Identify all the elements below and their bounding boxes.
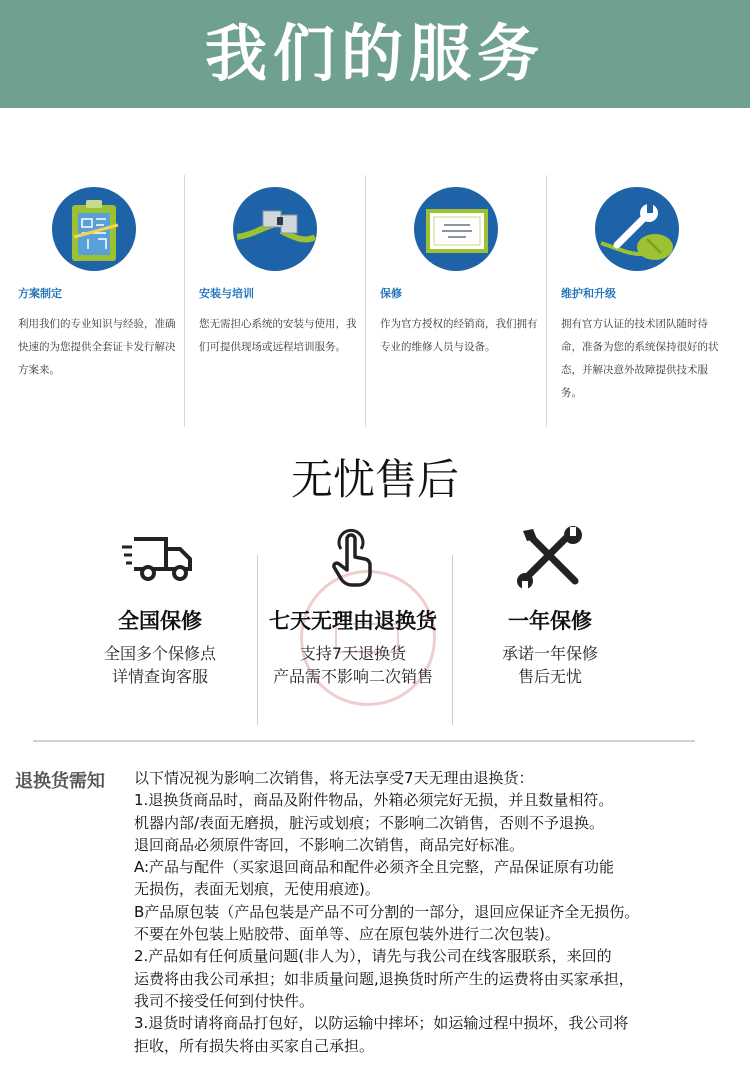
feature-one-year-warranty xyxy=(450,525,650,725)
notice-line: 机器内部/表面无磨损，脏污或划痕；不影响二次销售，否则不予退换。 xyxy=(134,813,605,832)
feature-line: 售后无忧 xyxy=(517,667,582,686)
feature-title: 七天无理由退换货 xyxy=(269,609,437,633)
banner-title: 我们的服务 xyxy=(204,17,545,90)
delivery-truck-icon xyxy=(120,525,200,585)
feature-line: 支持7天退换货 xyxy=(299,644,407,663)
feature-line: 承诺一年保修 xyxy=(501,644,598,663)
feature-line: 详情查询客服 xyxy=(111,667,208,686)
touch-hand-icon xyxy=(323,525,383,589)
divider xyxy=(365,175,366,427)
notice-line: 运费将由我公司承担；如非质量问题,退换货时所产生的运费将由买家承担， xyxy=(134,969,634,988)
service-desc: 您无需担心系统的安装与使用，我们可提供现场或远程培训服务。 xyxy=(199,318,357,353)
notice-line: B产品原包装（产品包装是产品不可分割的一部分，退回应保证齐全无损伤。 xyxy=(134,902,640,921)
cable-plug-icon xyxy=(233,187,317,271)
divider xyxy=(184,175,185,427)
tools-cross-icon xyxy=(515,525,585,595)
notice-line: A:产品与配件（买家退回商品和配件必须齐全且完整，产品保证原有功能 xyxy=(134,858,615,877)
service-item-plan xyxy=(18,175,183,427)
feature-line: 全国多个保修点 xyxy=(103,644,216,663)
feature-line: 产品需不影响二次销售 xyxy=(272,667,433,686)
certificate-icon xyxy=(414,187,498,271)
service-desc: 拥有官方认证的技术团队随时待命，准备为您的系统保持很好的状态，并解决意外故障提供技术服务。 xyxy=(561,318,719,399)
notice-line: 我司不接受任何到付快件。 xyxy=(134,991,315,1010)
notice-line: 1.退换货商品时，商品及附件物品，外箱必须完好无损，并且数量相符。 xyxy=(134,791,614,810)
divider xyxy=(546,175,547,427)
section-divider xyxy=(33,740,695,742)
notice-label: 退换货需知 xyxy=(15,771,105,792)
wrench-mouse-icon xyxy=(595,187,679,271)
notice-line: 不要在外包装上贴胶带、面单等、应在原包装外进行二次包装)。 xyxy=(134,925,560,944)
notice-line: 拒收，所有损失将由买家自己承担。 xyxy=(134,1036,375,1055)
header-banner xyxy=(0,0,750,108)
feature-title: 一年保修 xyxy=(508,609,592,633)
service-desc: 作为官方授权的经销商，我们拥有专业的维修人员与设备。 xyxy=(380,318,538,353)
notice-line: 退回商品必须原件寄回，不影响二次销售，商品完好标准。 xyxy=(134,835,525,854)
service-title: 维护和升级 xyxy=(561,287,616,300)
feature-title: 全国保修 xyxy=(118,609,202,633)
notice-line: 3.退货时请将商品打包好，以防运输中摔坏；如运输过程中损坏，我公司将 xyxy=(134,1014,629,1033)
notice-line: 无损伤，表面无划痕，无使用痕迹)。 xyxy=(134,880,380,899)
service-title: 安装与培训 xyxy=(199,287,254,300)
after-sales-title: 无忧售后 xyxy=(290,455,459,504)
service-item-maintenance xyxy=(561,175,721,427)
services-section xyxy=(0,175,750,427)
service-item-install xyxy=(199,175,359,427)
service-title: 方案制定 xyxy=(18,287,62,300)
feature-seven-day-return xyxy=(253,525,453,725)
service-item-warranty xyxy=(380,175,540,427)
service-desc: 利用我们的专业知识与经验，准确快速的为您提供全套证卡发行解决方案来。 xyxy=(18,318,176,376)
feature-nationwide-warranty xyxy=(60,525,260,725)
notice-line: 以下情况视为影响二次销售，将无法享受7天无理由退换货： xyxy=(134,769,534,787)
notice-body xyxy=(134,767,734,1057)
notice-line: 2.产品如有任何质量问题(非人为），请先与我公司在线客服联系，来回的 xyxy=(134,947,612,966)
service-title: 保修 xyxy=(380,287,402,300)
blueprint-icon xyxy=(52,187,136,271)
